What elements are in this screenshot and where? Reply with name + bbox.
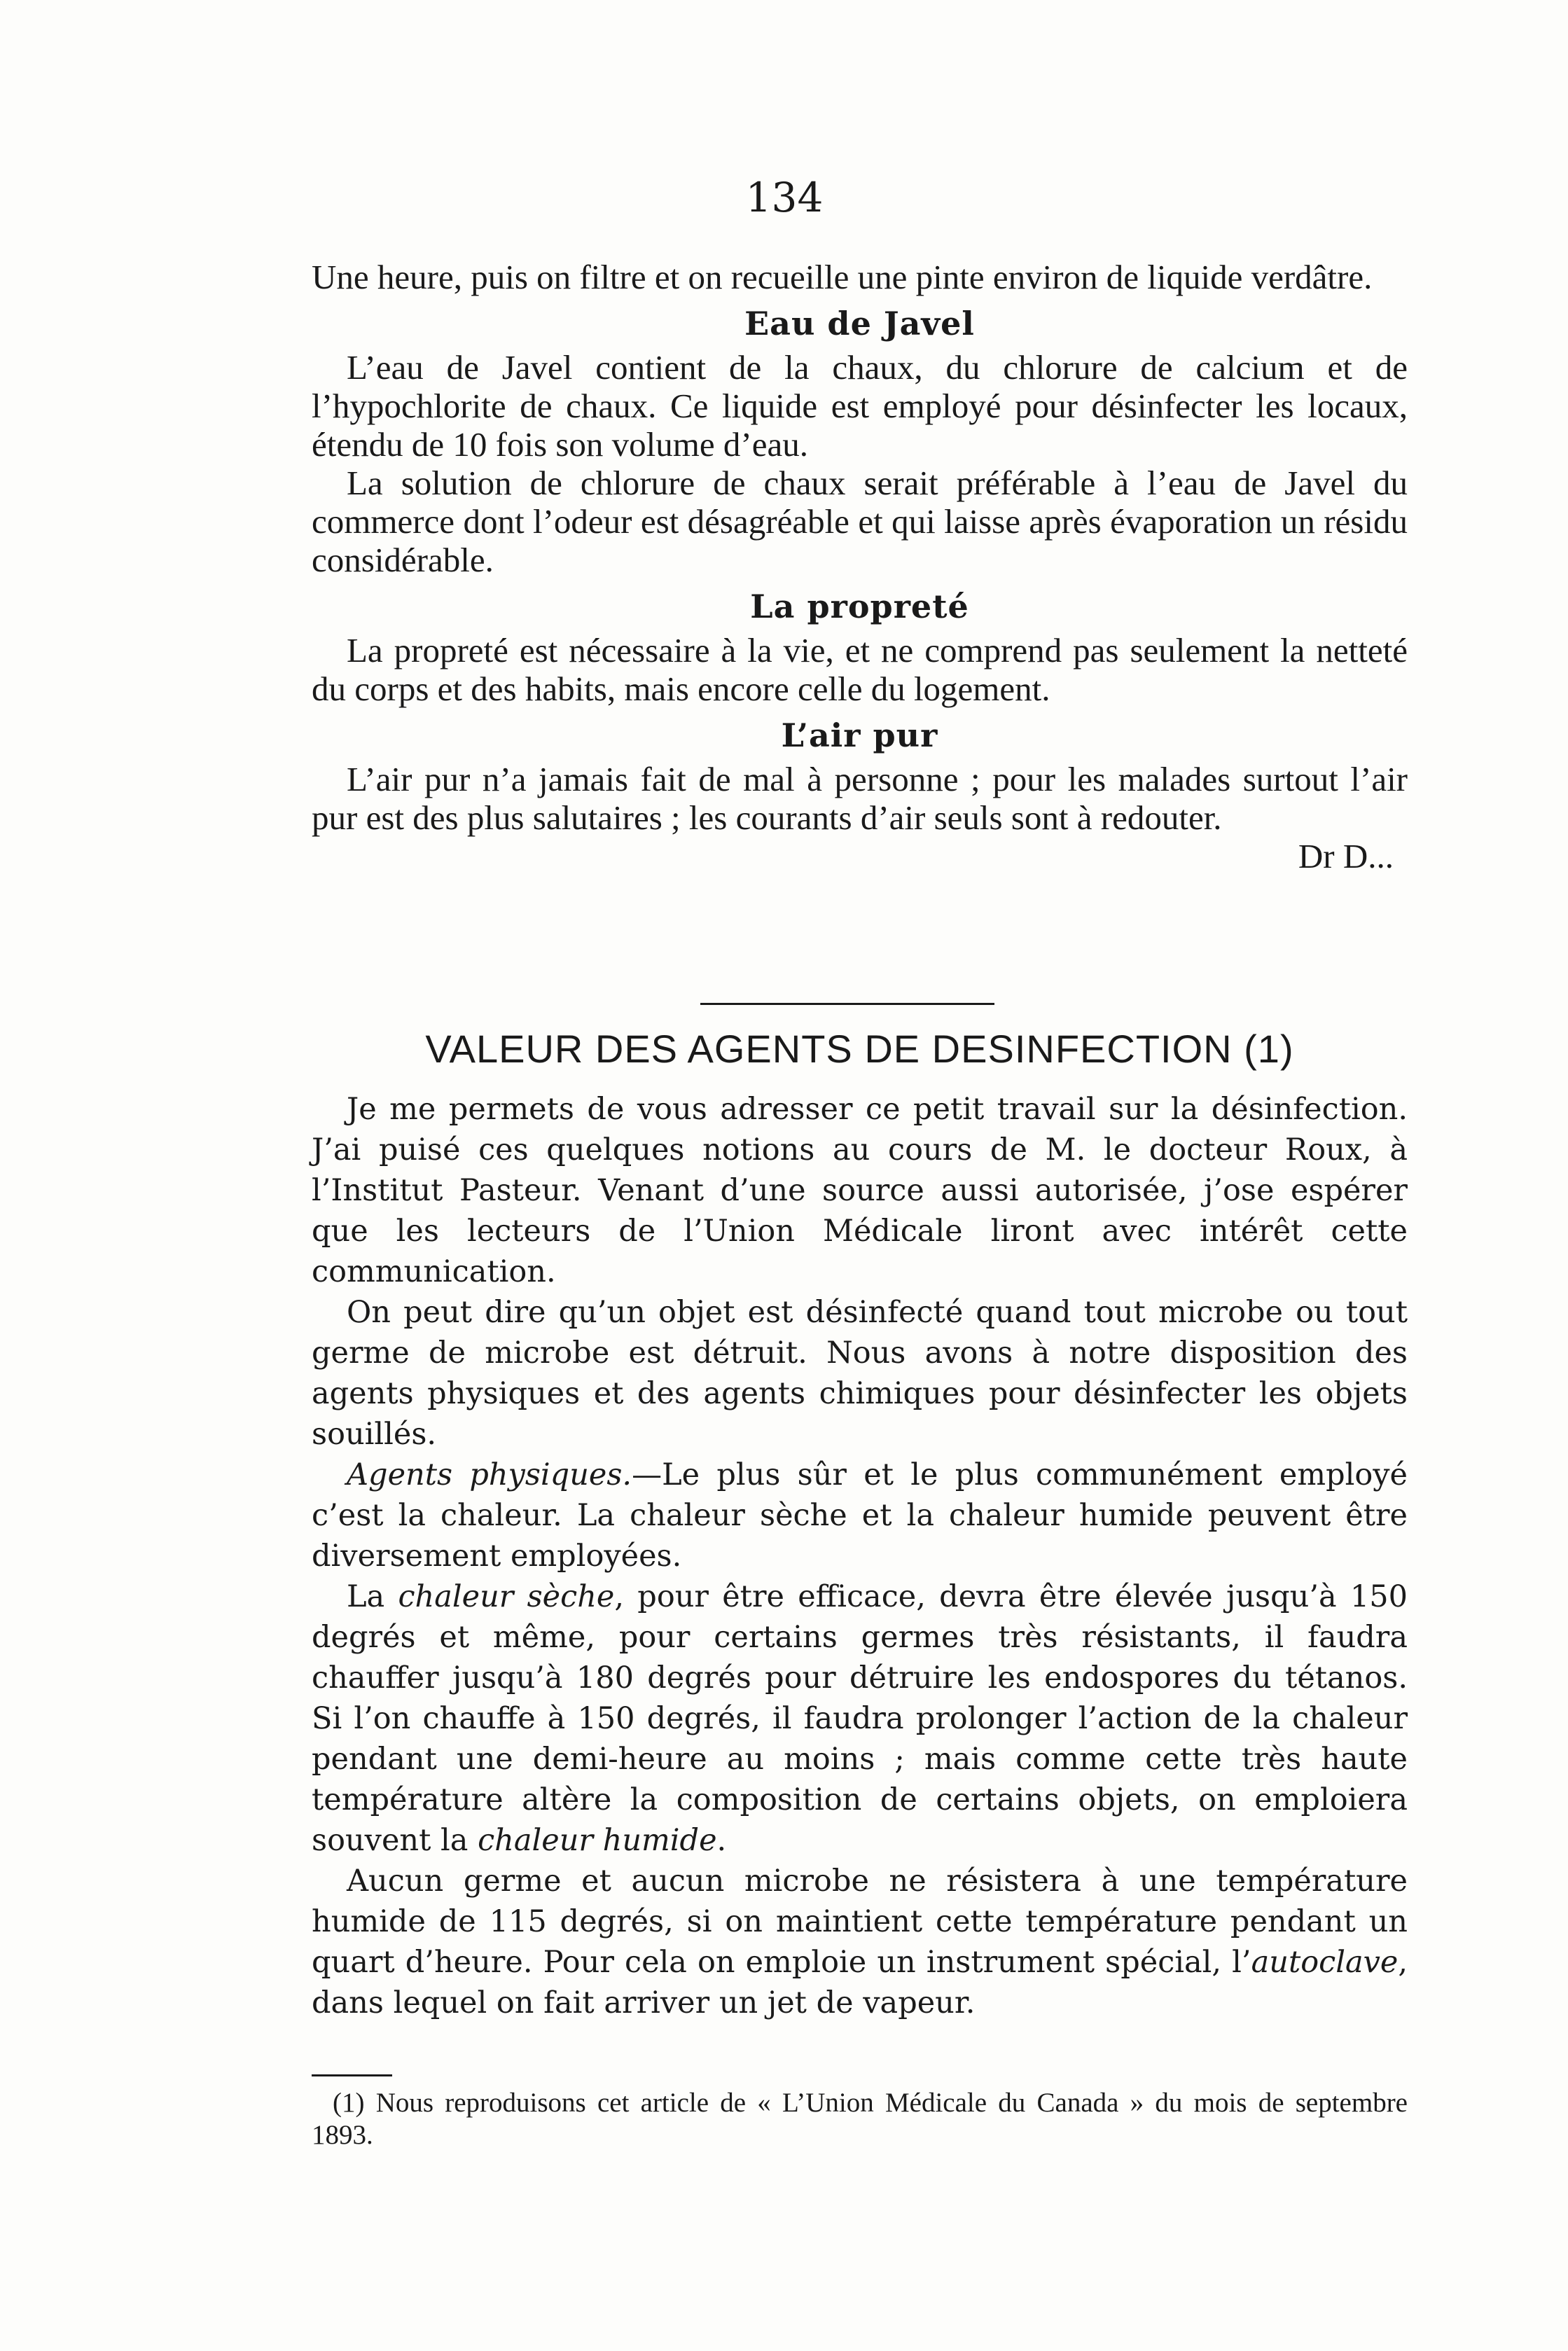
- article-title: VALEUR DES AGENTS DE DESINFECTION (1): [425, 1027, 1294, 1071]
- article-paragraph-2: On peut dire qu’un objet est désinfecté quand tout microbe ou tout germe de microbe est détruit. Nous avons à notre disposition des agents physiques et des agents chimiques pour désinfecter les objets souillés.: [312, 1295, 1408, 1452]
- p5-text-b: , dans lequel on fait arriver un jet de vapeur.: [312, 1945, 1408, 2020]
- article-paragraph-5: [312, 1861, 1408, 2023]
- signature: Dr D...: [1298, 837, 1394, 875]
- air-paragraph: L’air pur n’a jamais fait de mal à personne ; pour les malades surtout l’air pur est des plus salutaires ; les courants d’air seuls sont à redouter.: [312, 760, 1408, 837]
- article-paragraph-1: Je me permets de vous adresser ce petit travail sur la désinfection. J’ai puisé ces quelques notions au cours de M. le docteur Roux, à l’Institut Pasteur. Venant d’une source aussi autorisée, j’ose espérer que les lecteurs de l’Union Médicale liront avec intérêt cette communication.: [312, 1092, 1408, 1289]
- section-divider: [700, 1003, 994, 1005]
- javel-paragraph-2: La solution de chlorure de chaux serait préférable à l’eau de Javel du commerce dont l’odeur est désagréable et qui laisse après évaporation un résidu considérable.: [312, 464, 1408, 579]
- article-paragraph-3: [312, 1455, 1408, 1576]
- article-paragraph-3-text: —Le plus sûr et le plus communément employé c’est la chaleur. La chaleur sèche et la chaleur humide peuvent être diversement employées.: [312, 1457, 1408, 1574]
- heading-eau-de-javel: Eau de Javel: [744, 305, 975, 342]
- footnote: (1) Nous reproduisons cet article de « L’Union Médicale du Canada » du mois de septembre 1893.: [312, 2088, 1408, 2150]
- article-paragraph-4: [312, 1576, 1408, 1861]
- p4-text-c: .: [716, 1823, 727, 1858]
- page-number: 134: [745, 174, 824, 221]
- intro-paragraph: Une heure, puis on filtre et on recueille une pinte environ de liquide verdâtre.: [312, 258, 1373, 296]
- agents-physiques-label: Agents physiques.: [347, 1457, 632, 1492]
- p5-text-a: Aucun germe et aucun microbe ne résistera à une température humide de 115 degrés, si on maintient cette température pendant un quart d’heure. Pour cela on emploie un instrument spécial, l’: [312, 1864, 1408, 1980]
- section-top: [312, 258, 1408, 875]
- p4-text-a: La: [347, 1579, 398, 1614]
- javel-paragraph-1: L’eau de Javel contient de la chaux, du chlorure de calcium et de l’hypochlorite de chaux. Ce liquide est employé pour désinfecter les locaux, étendu de 10 fois son volume d’eau.: [312, 348, 1408, 464]
- chaleur-humide-term: chaleur humide: [478, 1823, 717, 1858]
- heading-proprete: La propreté: [750, 588, 969, 625]
- footnote-rule: [312, 2074, 392, 2076]
- autoclave-term: autoclave: [1251, 1945, 1399, 1980]
- chaleur-seche-term: chaleur sèche: [398, 1579, 615, 1614]
- article-body: [312, 1089, 1408, 2023]
- p4-text-b: , pour être efficace, devra être élevée jusqu’à 150 degrés et même, pour certains germes très résistants, il faudra chauffer jusqu’à 180 degrés pour détruire les endospores du tétanos. Si l’on chauffe à 150 degrés, il faudra prolonger l’action de la chaleur pendant une demi-heure au moins ; mais comme cette très haute température altère la composition de certains objets, on emploiera souvent la: [312, 1579, 1408, 1858]
- heading-air-pur: L’air pur: [781, 716, 938, 754]
- proprete-paragraph: La propreté est nécessaire à la vie, et ne comprend pas seulement la netteté du corps et des habits, mais encore celle du logement.: [312, 631, 1408, 708]
